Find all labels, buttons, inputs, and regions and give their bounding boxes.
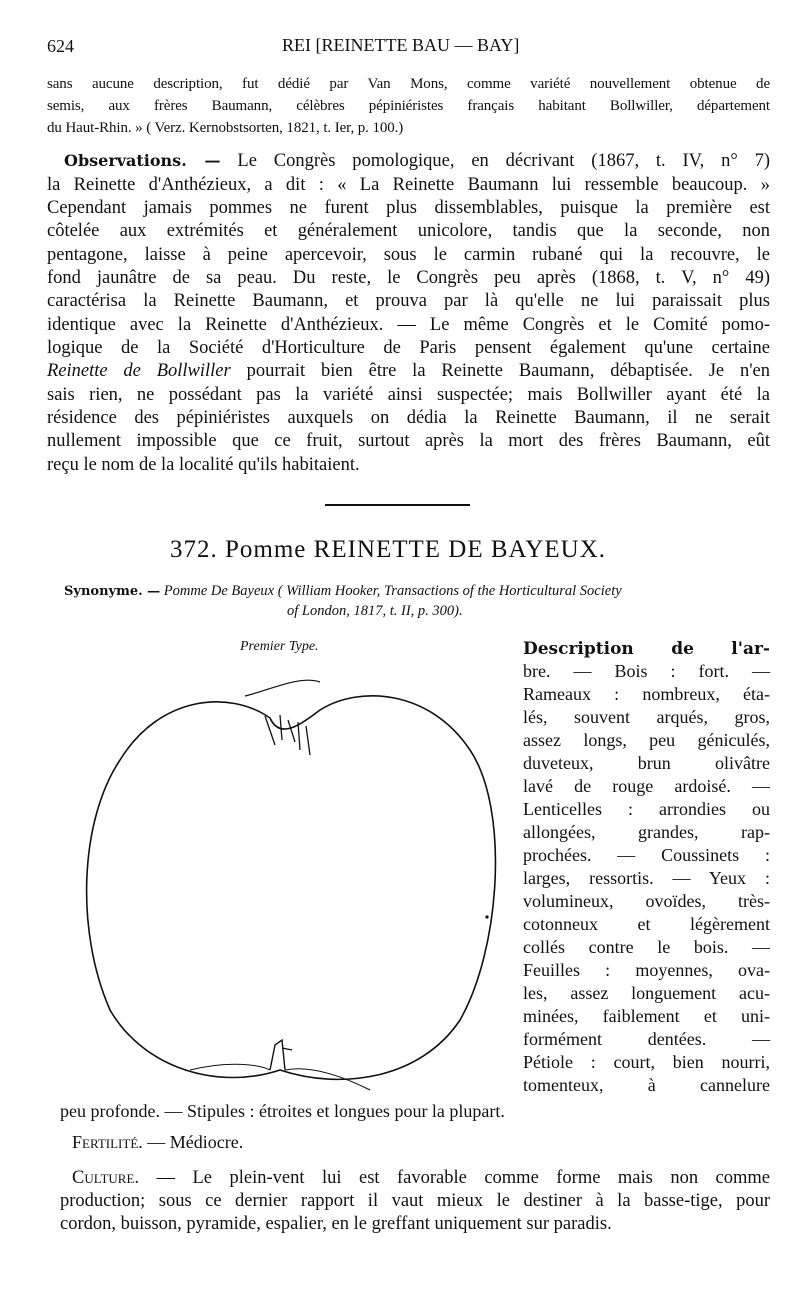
text-line: cotonneux et légèrement — [523, 914, 770, 934]
continuation-line: peu profonde. — Stipules : étroites et longues pour la plupart. — [60, 1101, 505, 1121]
fertilite-text: — Médiocre. — [147, 1132, 244, 1152]
text-line: prochées. — Coussinets : — [523, 845, 770, 865]
text-line: bre. — Bois : fort. — — [523, 661, 770, 681]
entry-title: 372. Pomme REINETTE DE BAYEUX. — [170, 536, 606, 563]
fertilite-label: Fertilité. — [72, 1132, 143, 1152]
text-line: caractérisa la Reinette Baumann, et prouva par là qu'elle ne lui paraissait plus — [47, 291, 770, 311]
italic-variety-name: Reinette de Bollwiller — [47, 361, 231, 381]
section-divider — [325, 504, 470, 506]
page-number: 624 — [47, 36, 74, 56]
text-line: lés, souvent arqués, gros, — [523, 707, 770, 727]
text-line: collés contre le bois. — — [523, 937, 770, 957]
text-line: nullement impossible que ce fruit, surtout après la mort des frères Baumann, eût — [47, 431, 770, 451]
text-line: duveteux, brun olivâtre — [523, 753, 770, 773]
text-line: logique de la Société d'Horticulture de Paris pensent également qu'une certaine — [47, 338, 770, 358]
text-line: fond jaunâtre de sa peau. Du reste, le Congrès peu après (1868, t. V, n° 49) — [47, 268, 770, 288]
culture-label: Culture. — [72, 1168, 140, 1188]
text-line: formément dentées. — — [523, 1029, 770, 1049]
text: Le Congrès pomologique, en décrivant (1867, t. IV, n° 7) — [237, 151, 771, 171]
fertilite-line — [72, 1132, 243, 1153]
text-line: Rameaux : nombreux, éta- — [523, 684, 770, 704]
running-title: REI [REINETTE BAU — BAY] — [282, 35, 520, 55]
text-line: sans aucune description, fut dédié par Van Mons, comme variété nouvellement obtenue de — [47, 76, 770, 92]
synonyme-line — [64, 583, 622, 600]
text-line: assez longs, peu géniculés, — [523, 730, 770, 750]
synonyme-label: Synonyme. — — [64, 584, 161, 599]
apple-illustration — [70, 670, 510, 1100]
text-line: larges, ressortis. — Yeux : — [523, 868, 770, 888]
observations-label: Observations. — — [64, 151, 221, 170]
text-line: reçu le nom de la localité qu'ils habitaient. — [47, 455, 360, 475]
text-line: volumineux, ovoïdes, très- — [523, 891, 770, 911]
text-line: tomenteux, à cannelure — [523, 1075, 770, 1095]
text-line: du Haut-Rhin. » ( Verz. Kernobstsorten, 1821, t. Ier, p. 100.) — [47, 120, 404, 136]
text-line: côtelée aux extrémités et généralement unicolore, tandis que la seconde, non — [47, 221, 770, 241]
text-line: les, assez longuement acu- — [523, 983, 770, 1003]
text-line: Pétiole : court, bien nourri, — [523, 1052, 770, 1072]
synonyme-line-2: of London, 1817, t. II, p. 300). — [287, 603, 463, 619]
text: — Le plein-vent lui est favorable comme forme mais non comme — [156, 1168, 770, 1188]
text-line — [64, 151, 770, 172]
text-line: cordon, buisson, pyramide, espalier, en le greffant uniquement sur paradis. — [60, 1214, 612, 1234]
description-heading: Description de l'ar- — [523, 639, 770, 659]
text-line: semis, aux frères Baumann, célèbres pépiniéristes français habitant Bollwiller, département — [47, 98, 770, 114]
text-line: production; sous ce dernier rapport il vaut mieux le destiner à la basse-tige, pour — [60, 1191, 770, 1211]
text-line: allongées, grandes, rap- — [523, 822, 770, 842]
text-line — [47, 361, 770, 382]
text-line: sais rien, ne possédant pas la variété ainsi suspectée; mais Bollwiller ayant été la — [47, 385, 770, 405]
text-line: lavé de rouge ardoisé. — — [523, 776, 770, 796]
text-line: identique avec la Reinette d'Anthézieux. — Le même Congrès et le Comité pomo- — [47, 315, 770, 335]
text-line: Cependant jamais pommes ne furent plus dissemblables, puisque la première est — [47, 198, 770, 218]
text-line: minées, faiblement et uni- — [523, 1006, 770, 1026]
text-line: Lenticelles : arrondies ou — [523, 799, 770, 819]
text-line: résidence des pépiniéristes auxquels on dédia la Reinette Baumann, il ne serait — [47, 408, 770, 428]
figure-caption: Premier Type. — [240, 639, 319, 654]
text-line: pentagone, laisse à peine apercevoir, sous le carmin rubané qui la recouvre, le — [47, 245, 770, 265]
text-line: la Reinette d'Anthézieux, a dit : « La Reinette Baumann lui ressemble beaucoup. » — [47, 175, 770, 195]
synonyme-text: Pomme De Bayeux ( William Hooker, Transactions of the Horticultural Society — [163, 583, 622, 599]
text-line: Feuilles : moyennes, ova- — [523, 960, 770, 980]
text-line — [72, 1168, 770, 1189]
text: pourrait bien être la Reinette Baumann, débaptisée. Je n'en — [246, 361, 770, 381]
